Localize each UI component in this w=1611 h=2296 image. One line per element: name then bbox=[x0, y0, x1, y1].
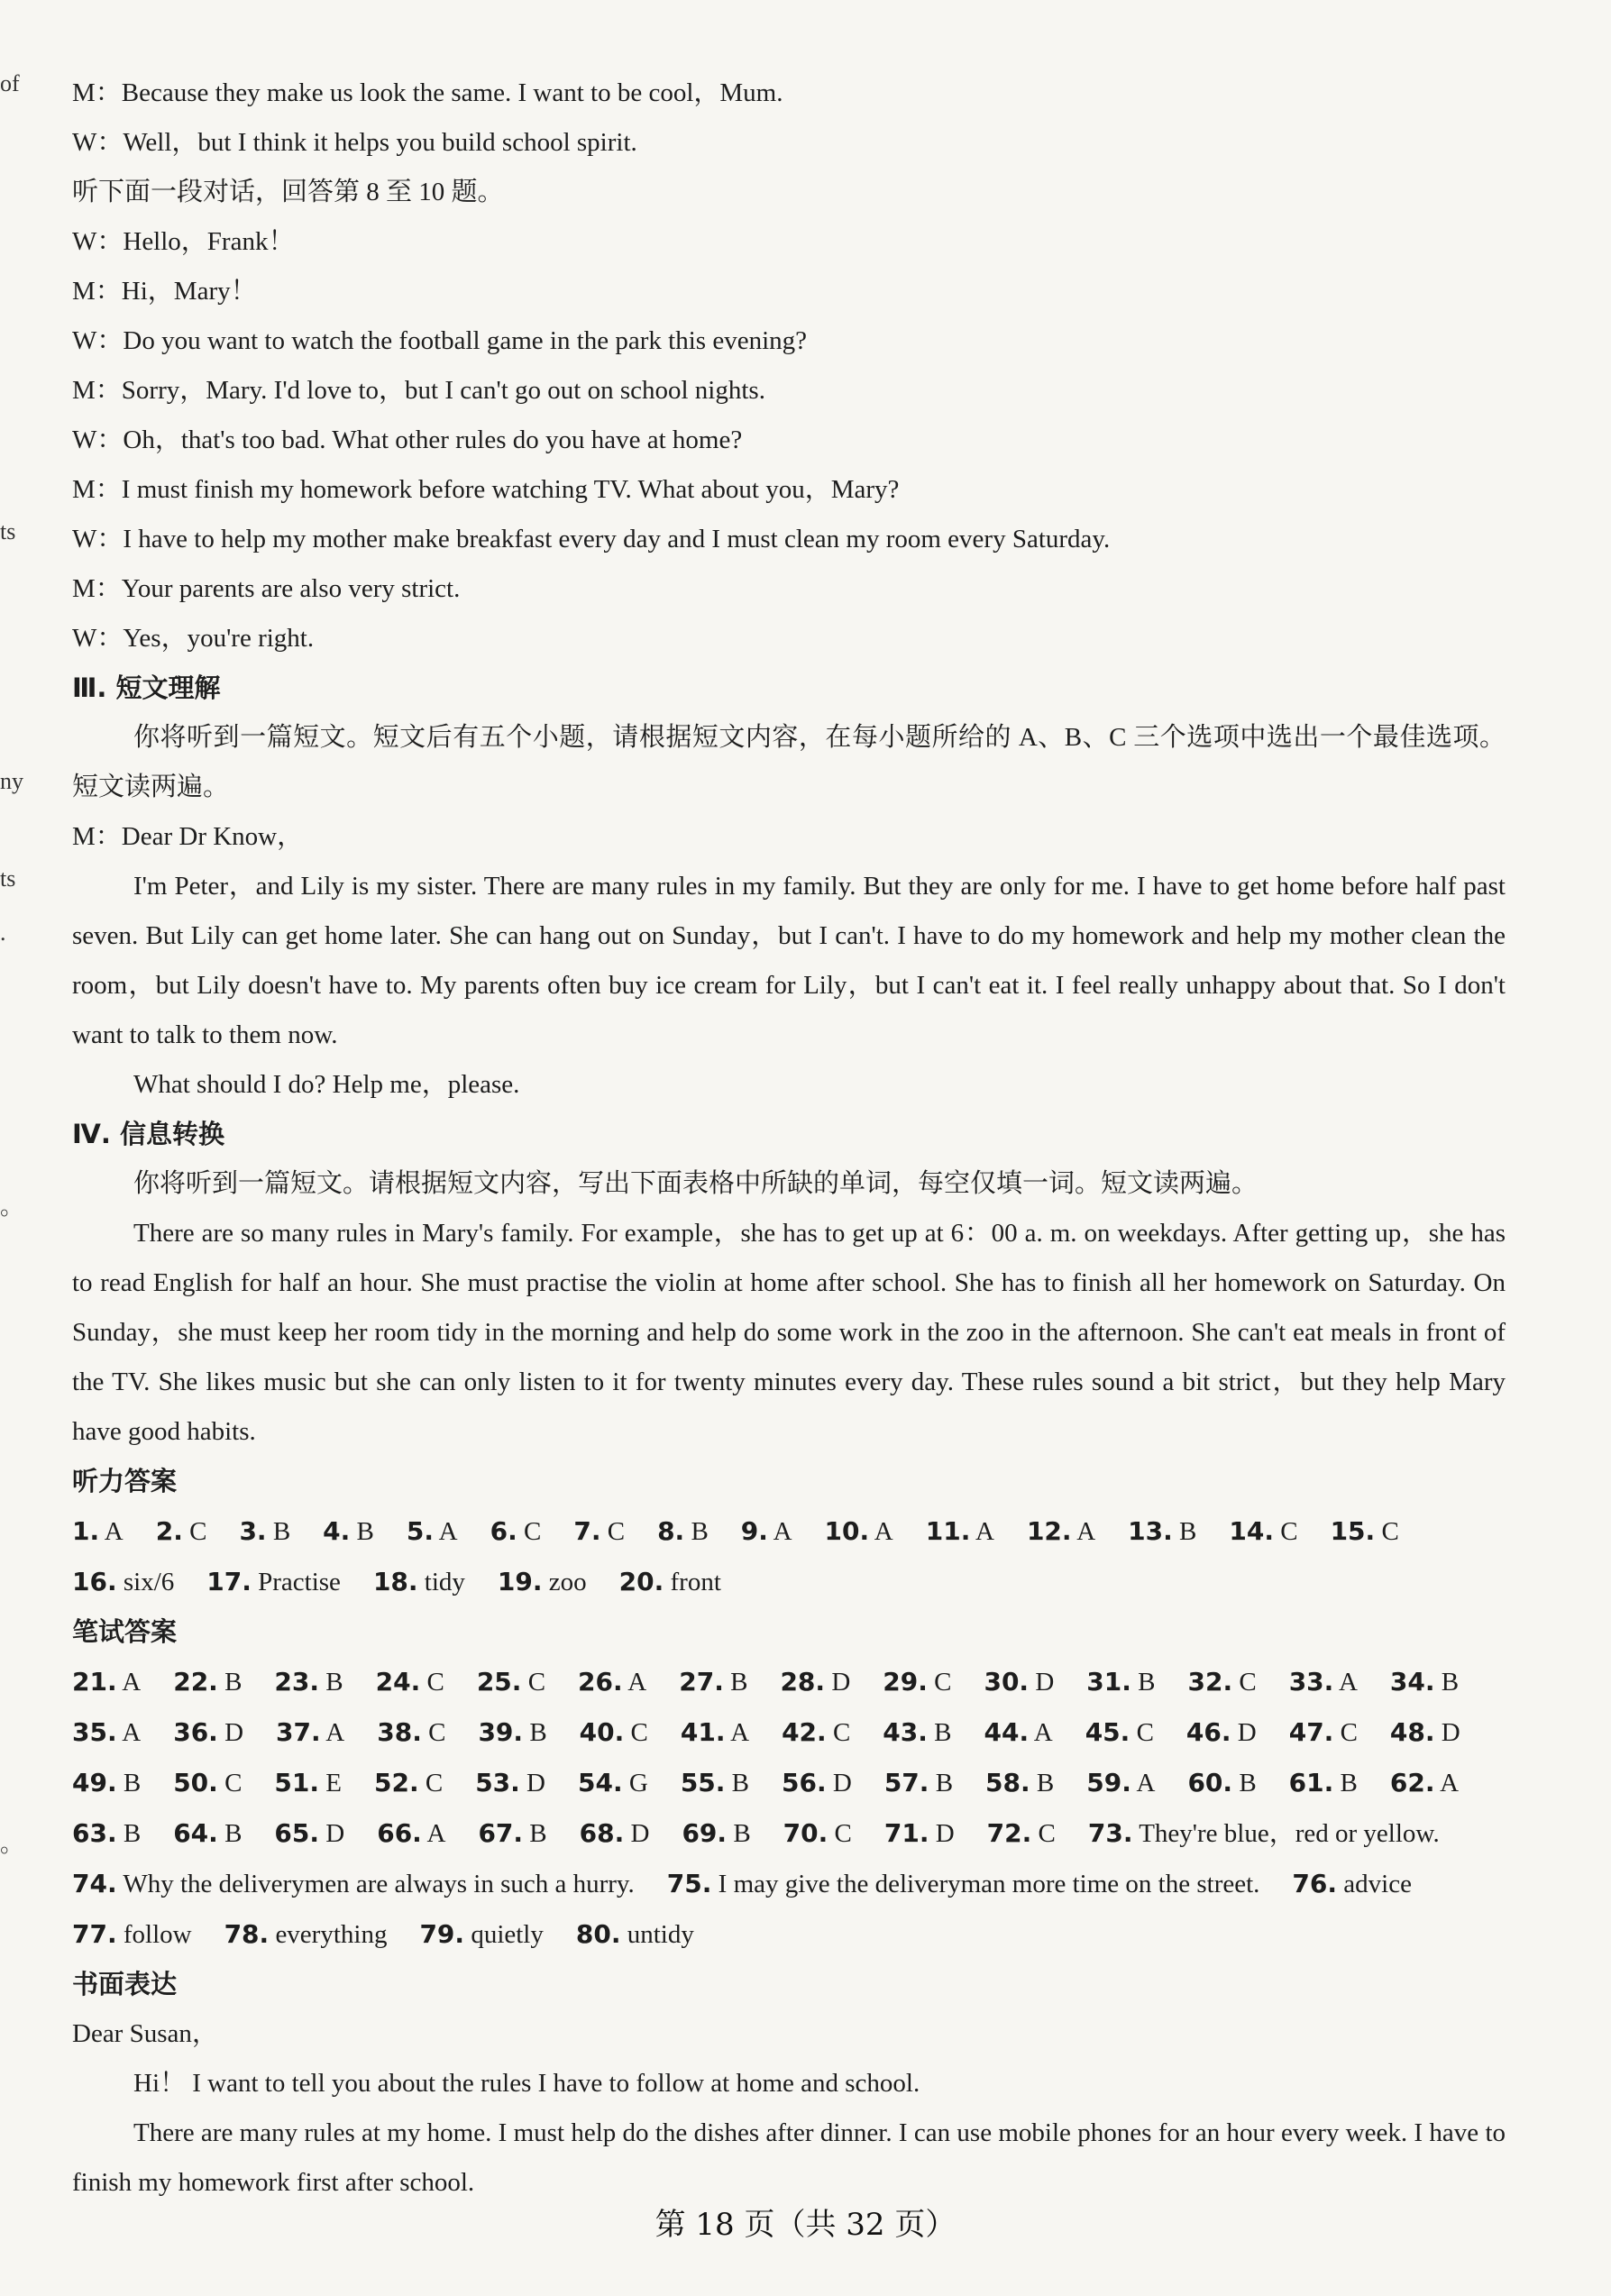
answer-value: B bbox=[1138, 1668, 1156, 1697]
answer-item bbox=[580, 1707, 648, 1758]
answer-value: C bbox=[1136, 1718, 1154, 1747]
answer-value: B bbox=[935, 1769, 954, 1797]
answer-number: 41. bbox=[680, 1717, 726, 1747]
answer-number: 62. bbox=[1389, 1768, 1435, 1797]
answer-value: B bbox=[730, 1668, 748, 1697]
answer-number: 51. bbox=[274, 1768, 320, 1797]
answer-number: 22. bbox=[173, 1667, 218, 1697]
answer-item bbox=[376, 1657, 444, 1707]
answer-value: advice bbox=[1343, 1870, 1412, 1898]
answer-item bbox=[681, 1758, 749, 1808]
answer-item bbox=[72, 1909, 192, 1960]
answer-value: B bbox=[731, 1769, 750, 1797]
passage-body: There are so many rules in Mary's family. For example，she has to get up at 6：00 a. m. on weekdays. After getting up，she has to read English for half an hour. She must practise the violin at home after school. She has to finish all her homework on Saturday. On Sunday，she must keep her room tidy in the morning and help do some work in the zoo in the afternoon. She can't eat meals in front of the TV. She likes music but she can only listen to it for twenty minutes every day. These rules sound a bit strict，but they help Mary have good habits. bbox=[72, 1219, 1506, 1446]
dialogue-line: W：Oh，that's too bad. What other rules do you have at home? bbox=[72, 425, 743, 454]
answer-item bbox=[1289, 1707, 1358, 1758]
answer-value: untidy bbox=[627, 1920, 694, 1949]
answer-value: C bbox=[832, 1718, 851, 1747]
answer-number: 53. bbox=[475, 1768, 520, 1797]
answer-item bbox=[475, 1758, 545, 1808]
answer-item bbox=[1390, 1707, 1460, 1758]
answer-value: C bbox=[189, 1517, 207, 1546]
answer-item bbox=[667, 1859, 1260, 1909]
answer-item bbox=[884, 1758, 953, 1808]
answer-item bbox=[681, 1707, 749, 1758]
answer-item bbox=[1186, 1707, 1257, 1758]
answer-value: A bbox=[1136, 1769, 1156, 1797]
answer-item bbox=[478, 1707, 546, 1758]
answer-value: C bbox=[630, 1718, 648, 1747]
answer-item bbox=[224, 1909, 388, 1960]
answer-number: 24. bbox=[375, 1667, 421, 1697]
section-heading: 书面表达 bbox=[72, 1969, 178, 1999]
answer-number: 68. bbox=[579, 1818, 625, 1848]
answer-value: six/6 bbox=[123, 1568, 175, 1596]
answer-value: D bbox=[1441, 1718, 1460, 1747]
answer-number: 34. bbox=[1389, 1667, 1435, 1697]
answer-number: 71. bbox=[883, 1818, 929, 1848]
answer-number: 70. bbox=[783, 1818, 828, 1848]
dialogue-line: M：Because they make us look the same. I want to be cool，Mum. bbox=[72, 78, 783, 107]
answer-value: C bbox=[1239, 1668, 1257, 1697]
answer-value: A bbox=[122, 1718, 142, 1747]
answer-item bbox=[780, 1657, 850, 1707]
answer-value: D bbox=[1035, 1668, 1055, 1697]
margin-fragment: . bbox=[0, 919, 6, 946]
answer-number: 75. bbox=[666, 1869, 712, 1898]
answer-item bbox=[619, 1557, 721, 1607]
answer-number: 42. bbox=[782, 1717, 827, 1747]
answer-value: C bbox=[224, 1769, 243, 1797]
answer-value: A bbox=[1338, 1668, 1358, 1697]
answer-item bbox=[682, 1808, 750, 1859]
dialogue-line: W：Do you want to watch the football game in the park this evening? bbox=[72, 326, 808, 355]
section-instruction: 你将听到一篇短文。短文后有五个小题，请根据短文内容，在每小题所给的 A、B、C 三个选项中选出一个最佳选项。短文读两遍。 bbox=[72, 723, 1506, 801]
answer-value: B bbox=[1036, 1769, 1055, 1797]
answer-value: tidy bbox=[424, 1568, 465, 1596]
answer-number: 10. bbox=[824, 1516, 870, 1546]
answer-value: C bbox=[527, 1668, 546, 1697]
margin-fragment: 。 bbox=[0, 1194, 24, 1220]
answer-value: A bbox=[773, 1517, 792, 1546]
answer-item bbox=[1331, 1506, 1399, 1557]
answer-value: B bbox=[123, 1769, 142, 1797]
answer-number: 17. bbox=[206, 1567, 252, 1596]
answer-item bbox=[1088, 1808, 1440, 1859]
answer-number: 32. bbox=[1187, 1667, 1233, 1697]
answer-value: A bbox=[874, 1517, 893, 1546]
answer-item bbox=[490, 1506, 542, 1557]
margin-fragment: 。 bbox=[0, 1831, 24, 1857]
answer-number: 12. bbox=[1026, 1516, 1072, 1546]
dialogue-line: M：Your parents are also very strict. bbox=[72, 574, 461, 603]
answer-number: 43. bbox=[883, 1717, 928, 1747]
letter-closing: What should I do? Help me，please. bbox=[133, 1070, 520, 1099]
answer-value: I may give the deliveryman more time on the street. bbox=[718, 1870, 1260, 1898]
answer-item bbox=[72, 1859, 635, 1909]
dialogue-line: M：Sorry，Mary. I'd love to，but I can't go out on school nights. bbox=[72, 376, 765, 405]
answer-value: C bbox=[425, 1769, 444, 1797]
answers-heading: 听力答案 bbox=[72, 1466, 178, 1496]
answer-value: C bbox=[426, 1668, 444, 1697]
answer-value: quietly bbox=[471, 1920, 544, 1949]
answer-value: front bbox=[670, 1568, 721, 1596]
answer-number: 2. bbox=[155, 1516, 183, 1546]
answer-item bbox=[1086, 1657, 1155, 1707]
page-number: 第 18 页（共 32 页） bbox=[654, 2207, 957, 2243]
answer-number: 77. bbox=[72, 1919, 117, 1949]
dialogue-line: W：Hello，Frank！ bbox=[72, 227, 295, 256]
answer-number: 74. bbox=[72, 1869, 117, 1898]
answer-number: 18. bbox=[372, 1567, 418, 1596]
answer-number: 19. bbox=[497, 1567, 543, 1596]
answer-value: Practise bbox=[258, 1568, 341, 1596]
letter-greeting: M：Dear Dr Know， bbox=[72, 822, 304, 851]
answer-item bbox=[884, 1808, 955, 1859]
answer-number: 49. bbox=[72, 1768, 117, 1797]
answer-item bbox=[783, 1808, 852, 1859]
dialogue-line: M：I must finish my homework before watching TV. What about you，Mary? bbox=[72, 475, 900, 504]
answer-value: B bbox=[1441, 1668, 1460, 1697]
answer-number: 57. bbox=[883, 1768, 929, 1797]
margin-fragment: ts bbox=[0, 865, 16, 892]
answer-number: 8. bbox=[657, 1516, 685, 1546]
answer-number: 15. bbox=[1330, 1516, 1376, 1546]
answer-item bbox=[580, 1808, 650, 1859]
answer-value: B bbox=[356, 1517, 374, 1546]
answer-number: 7. bbox=[573, 1516, 601, 1546]
answer-value: Why the deliverymen are always in such a hurry. bbox=[123, 1870, 635, 1898]
page-content bbox=[72, 69, 1506, 2208]
dialogue-line: W：Well，but I think it helps you build school spirit. bbox=[72, 128, 637, 157]
answer-item bbox=[679, 1657, 747, 1707]
letter-greeting: Dear Susan， bbox=[72, 2019, 218, 2048]
section-instruction: 你将听到一篇短文。请根据短文内容，写出下面表格中所缺的单词，每空仅填一词。短文读两遍。 bbox=[133, 1169, 1259, 1198]
answer-number: 76. bbox=[1292, 1869, 1338, 1898]
answer-number: 25. bbox=[476, 1667, 522, 1697]
answers-heading: 笔试答案 bbox=[72, 1616, 178, 1647]
answer-item bbox=[239, 1506, 290, 1557]
answer-number: 27. bbox=[679, 1667, 724, 1697]
answer-item bbox=[478, 1808, 546, 1859]
answer-number: 66. bbox=[377, 1818, 422, 1848]
answer-item bbox=[984, 1707, 1052, 1758]
answer-item bbox=[1085, 1707, 1154, 1758]
answer-value: follow bbox=[123, 1920, 192, 1949]
answer-item bbox=[373, 1557, 465, 1607]
answer-value: A bbox=[426, 1819, 446, 1848]
answer-item bbox=[173, 1707, 243, 1758]
answer-value: A bbox=[1076, 1517, 1096, 1546]
answer-item bbox=[1390, 1758, 1459, 1808]
answer-item bbox=[984, 1657, 1054, 1707]
answer-value: B bbox=[1179, 1517, 1197, 1546]
answer-item bbox=[72, 1758, 141, 1808]
answer-value: B bbox=[224, 1819, 243, 1848]
answer-value: D bbox=[831, 1668, 851, 1697]
answer-item bbox=[1292, 1859, 1412, 1909]
answer-value: C bbox=[1038, 1819, 1056, 1848]
answer-number: 69. bbox=[682, 1818, 728, 1848]
answer-item bbox=[926, 1506, 994, 1557]
answer-number: 1. bbox=[72, 1516, 100, 1546]
answer-number: 38. bbox=[377, 1717, 422, 1747]
answer-value: A bbox=[975, 1517, 994, 1546]
answer-number: 21. bbox=[72, 1667, 117, 1697]
answer-item bbox=[883, 1707, 951, 1758]
answer-item bbox=[323, 1506, 374, 1557]
answer-number: 36. bbox=[173, 1717, 218, 1747]
answer-item bbox=[1390, 1657, 1459, 1707]
answer-number: 20. bbox=[618, 1567, 664, 1596]
answer-item bbox=[477, 1657, 545, 1707]
answer-item bbox=[1187, 1657, 1256, 1707]
dialogue-line: M：Hi，Mary！ bbox=[72, 277, 257, 306]
answer-value: zoo bbox=[548, 1568, 587, 1596]
answer-item bbox=[377, 1707, 445, 1758]
answer-item bbox=[578, 1758, 648, 1808]
answer-item bbox=[377, 1808, 445, 1859]
answer-item bbox=[156, 1506, 207, 1557]
answer-value: A bbox=[438, 1517, 458, 1546]
answer-number: 39. bbox=[478, 1717, 524, 1747]
answer-number: 6. bbox=[490, 1516, 517, 1546]
answer-item bbox=[407, 1506, 458, 1557]
answer-number: 30. bbox=[984, 1667, 1030, 1697]
answer-value: B bbox=[1340, 1769, 1358, 1797]
answer-value: D bbox=[224, 1718, 244, 1747]
answer-item bbox=[274, 1657, 343, 1707]
answer-value: B bbox=[529, 1718, 547, 1747]
answer-item bbox=[985, 1758, 1054, 1808]
answer-value: B bbox=[272, 1517, 291, 1546]
answer-item bbox=[657, 1506, 709, 1557]
answer-number: 72. bbox=[986, 1818, 1032, 1848]
section-heading: Ⅳ. 信息转换 bbox=[72, 1119, 224, 1149]
dialogue-instruction: 听下面一段对话，回答第 8 至 10 题。 bbox=[72, 178, 504, 206]
answer-value: C bbox=[607, 1517, 626, 1546]
answer-item bbox=[1027, 1506, 1095, 1557]
answer-number: 73. bbox=[1087, 1818, 1133, 1848]
answer-number: 28. bbox=[780, 1667, 826, 1697]
answer-item bbox=[741, 1506, 792, 1557]
answer-item bbox=[1229, 1506, 1297, 1557]
dialogue-line: W：I have to help my mother make breakfast every day and I must clean my room every Saturday. bbox=[72, 525, 1111, 553]
answer-item bbox=[1289, 1758, 1358, 1808]
answer-number: 3. bbox=[239, 1516, 267, 1546]
answer-value: everything bbox=[275, 1920, 388, 1949]
answer-number: 79. bbox=[419, 1919, 465, 1949]
answer-number: 4. bbox=[323, 1516, 351, 1546]
answer-number: 16. bbox=[72, 1567, 117, 1596]
answer-value: A bbox=[325, 1718, 345, 1747]
answer-item bbox=[498, 1557, 587, 1607]
answer-value: C bbox=[834, 1819, 852, 1848]
answer-item bbox=[419, 1909, 543, 1960]
answer-number: 59. bbox=[1086, 1768, 1131, 1797]
answer-item bbox=[274, 1758, 342, 1808]
answer-item bbox=[206, 1557, 341, 1607]
answer-value: D bbox=[832, 1769, 852, 1797]
answer-number: 37. bbox=[276, 1717, 321, 1747]
answer-item bbox=[573, 1506, 625, 1557]
answer-number: 52. bbox=[373, 1768, 419, 1797]
answer-item bbox=[173, 1657, 242, 1707]
answer-value: A bbox=[122, 1668, 142, 1697]
answer-item bbox=[1086, 1758, 1155, 1808]
answer-value: C bbox=[1340, 1718, 1358, 1747]
answer-number: 40. bbox=[579, 1717, 625, 1747]
answer-value: D bbox=[935, 1819, 955, 1848]
answer-value: B bbox=[1239, 1769, 1257, 1797]
answer-value: B bbox=[224, 1668, 243, 1697]
answer-value: D bbox=[325, 1819, 345, 1848]
answer-item bbox=[374, 1758, 443, 1808]
answer-item bbox=[72, 1506, 124, 1557]
answer-number: 33. bbox=[1288, 1667, 1334, 1697]
answer-number: 48. bbox=[1389, 1717, 1435, 1747]
answer-number: 14. bbox=[1229, 1516, 1274, 1546]
margin-fragment: ts bbox=[0, 518, 16, 544]
answer-number: 64. bbox=[173, 1818, 218, 1848]
answer-number: 56. bbox=[782, 1768, 827, 1797]
answer-number: 63. bbox=[72, 1818, 117, 1848]
answer-item bbox=[987, 1808, 1056, 1859]
answer-item bbox=[173, 1758, 242, 1808]
answer-item bbox=[883, 1657, 951, 1707]
listening-answer-list bbox=[72, 1506, 1506, 1607]
answer-number: 46. bbox=[1185, 1717, 1231, 1747]
letter-paragraph: There are many rules at my home. I must help do the dishes after dinner. I can use mobile phones for an hour every week. I have to finish my homework first after school. bbox=[72, 2118, 1506, 2197]
answer-item bbox=[1289, 1657, 1358, 1707]
answer-item bbox=[1187, 1758, 1256, 1808]
margin-fragment: of bbox=[0, 70, 20, 96]
answer-value: G bbox=[628, 1769, 648, 1797]
answer-value: B bbox=[691, 1517, 709, 1546]
answer-value: D bbox=[526, 1769, 545, 1797]
answer-value: C bbox=[1381, 1517, 1399, 1546]
answer-value: C bbox=[1280, 1517, 1298, 1546]
section-heading: Ⅲ. 短文理解 bbox=[72, 672, 221, 703]
answer-item bbox=[578, 1657, 646, 1707]
answer-item bbox=[72, 1657, 141, 1707]
answer-item bbox=[173, 1808, 242, 1859]
answer-number: 29. bbox=[883, 1667, 928, 1697]
answer-value: A bbox=[1033, 1718, 1053, 1747]
answer-value: D bbox=[1237, 1718, 1257, 1747]
answer-number: 23. bbox=[274, 1667, 320, 1697]
answer-item bbox=[72, 1707, 141, 1758]
answer-number: 80. bbox=[575, 1919, 621, 1949]
answer-value: C bbox=[428, 1718, 446, 1747]
answer-number: 58. bbox=[985, 1768, 1030, 1797]
answer-number: 50. bbox=[173, 1768, 218, 1797]
answer-item bbox=[576, 1909, 694, 1960]
answer-value: C bbox=[934, 1668, 952, 1697]
answer-value: A bbox=[730, 1718, 750, 1747]
answer-number: 9. bbox=[740, 1516, 768, 1546]
answer-value: B bbox=[934, 1718, 952, 1747]
answer-value: D bbox=[630, 1819, 650, 1848]
answer-number: 31. bbox=[1086, 1667, 1131, 1697]
answer-number: 5. bbox=[406, 1516, 435, 1546]
answer-number: 11. bbox=[925, 1516, 971, 1546]
answer-number: 67. bbox=[478, 1818, 524, 1848]
margin-fragment: ny bbox=[0, 768, 23, 794]
answer-item bbox=[782, 1707, 850, 1758]
written-answer-list bbox=[72, 1657, 1506, 1960]
answer-value: A bbox=[104, 1517, 124, 1546]
answer-item bbox=[274, 1808, 344, 1859]
answer-number: 61. bbox=[1288, 1768, 1334, 1797]
answer-number: 45. bbox=[1085, 1717, 1130, 1747]
answer-item bbox=[72, 1808, 141, 1859]
answer-item bbox=[72, 1557, 174, 1607]
answer-number: 65. bbox=[274, 1818, 320, 1848]
dialogue-line: W：Yes，you're right. bbox=[72, 624, 315, 653]
answer-item bbox=[782, 1758, 852, 1808]
answer-value: B bbox=[529, 1819, 547, 1848]
answer-item bbox=[276, 1707, 344, 1758]
answer-value: A bbox=[1440, 1769, 1460, 1797]
answer-value: B bbox=[733, 1819, 751, 1848]
answer-number: 26. bbox=[578, 1667, 623, 1697]
answer-item bbox=[1128, 1506, 1196, 1557]
answer-value: C bbox=[524, 1517, 542, 1546]
letter-paragraph: Hi！ I want to tell you about the rules I have to follow at home and school. bbox=[133, 2069, 920, 2098]
answer-number: 13. bbox=[1128, 1516, 1173, 1546]
answer-value: B bbox=[123, 1819, 142, 1848]
answer-number: 55. bbox=[680, 1768, 726, 1797]
answer-value: They're blue，red or yellow. bbox=[1139, 1819, 1440, 1848]
answer-value: E bbox=[325, 1769, 342, 1797]
answer-number: 78. bbox=[224, 1919, 270, 1949]
answer-number: 35. bbox=[72, 1717, 117, 1747]
answer-number: 54. bbox=[578, 1768, 623, 1797]
answer-value: B bbox=[325, 1668, 343, 1697]
answer-item bbox=[825, 1506, 893, 1557]
answer-number: 44. bbox=[984, 1717, 1030, 1747]
answer-value: A bbox=[627, 1668, 647, 1697]
answer-number: 60. bbox=[1187, 1768, 1233, 1797]
answer-number: 47. bbox=[1288, 1717, 1334, 1747]
letter-body: I'm Peter，and Lily is my sister. There are many rules in my family. But they are only for me. I have to get home before half past seven. But Lily can get home later. She can hang out on Sunday，but I can't. I have to do my homework and help my mother clean the room，but Lily doesn't have to. My parents often buy ice cream for Lily，but I can't eat it. I feel really unhappy about that. So I don't want to talk to them now. bbox=[72, 872, 1506, 1049]
